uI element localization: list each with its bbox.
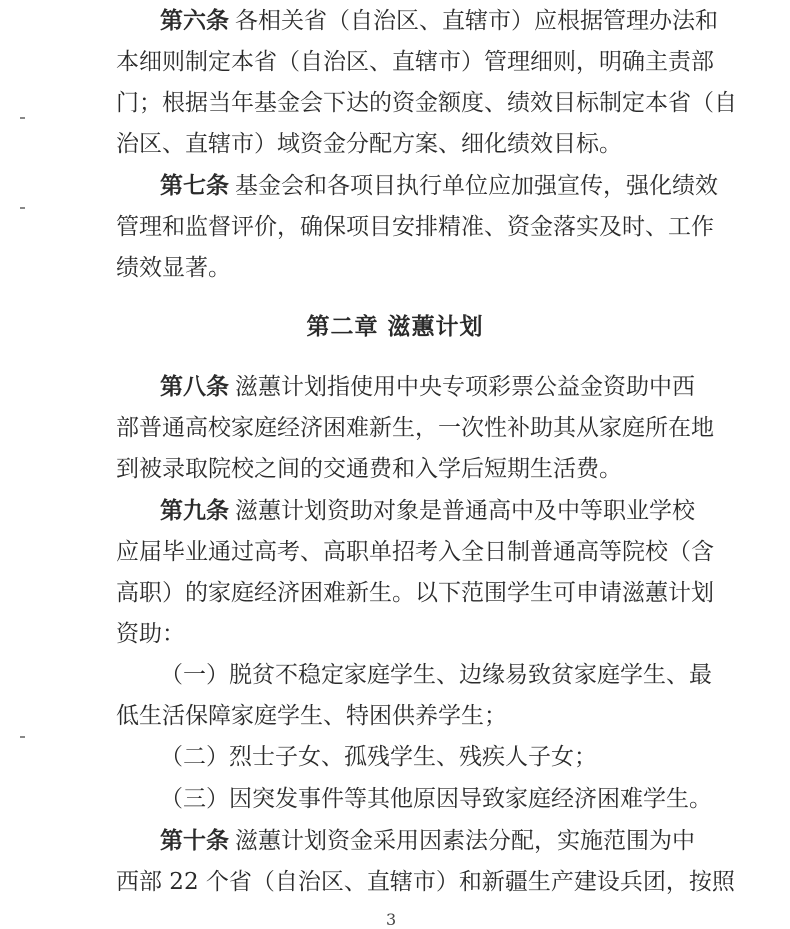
article7-line2: 管理和监督评价，确保项目安排精准、资金落实及时、工作	[116, 214, 714, 240]
article10-line2: 西部 22 个省（自治区、直辖市）和新疆生产建设兵团，按照	[116, 869, 735, 895]
margin-mark	[20, 117, 25, 119]
margin-mark	[20, 736, 25, 738]
item2: （二）烈士子女、孤残学生、残疾人子女；	[160, 744, 597, 770]
article6-line3: 门；根据当年基金会下达的资金额度、绩效目标制定本省（自	[116, 90, 737, 116]
margin-mark	[20, 207, 25, 209]
article8-line1: 第八条 滋蕙计划指使用中央专项彩票公益金资助中西	[160, 374, 695, 400]
article8-line3: 到被录取院校之间的交通费和入学后短期生活费。	[116, 456, 622, 482]
article7-line3: 绩效显著。	[116, 255, 231, 281]
article9-label: 第九条	[160, 498, 229, 524]
article9-line4: 资助：	[116, 621, 185, 647]
article6-line4: 治区、直辖市）域资金分配方案、细化绩效目标。	[116, 131, 622, 157]
article6-line2: 本细则制定本省（自治区、直辖市）管理细则，明确主责部	[116, 49, 714, 75]
item1-line1: （一）脱贫不稳定家庭学生、边缘易致贫家庭学生、最	[160, 662, 712, 688]
article9-line2: 应届毕业通过高考、高职单招考入全日制普通高等院校（含	[116, 539, 714, 565]
article9-line1: 第九条 滋蕙计划资助对象是普通高中及中等职业学校	[160, 498, 695, 524]
article6-line1: 第六条 各相关省（自治区、直辖市）应根据管理办法和	[160, 8, 718, 34]
page-number: 3	[386, 910, 397, 929]
item3: （三）因突发事件等其他原因导致家庭经济困难学生。	[160, 786, 712, 812]
article10-line1: 第十条 滋蕙计划资金采用因素法分配，实施范围为中	[160, 828, 695, 854]
article9-line3: 高职）的家庭经济困难新生。以下范围学生可申请滋蕙计划	[116, 580, 714, 606]
chapter-title: 第二章 滋蕙计划	[306, 314, 484, 340]
item1-line2: 低生活保障家庭学生、特困供养学生；	[116, 703, 507, 729]
article10-label: 第十条	[160, 828, 229, 854]
article7-line1: 第七条 基金会和各项目执行单位应加强宣传，强化绩效	[160, 173, 718, 199]
article6-label: 第六条	[160, 8, 229, 34]
article8-line2: 部普通高校家庭经济困难新生，一次性补助其从家庭所在地	[116, 415, 714, 441]
article8-label: 第八条	[160, 374, 229, 400]
article7-label: 第七条	[160, 173, 229, 199]
